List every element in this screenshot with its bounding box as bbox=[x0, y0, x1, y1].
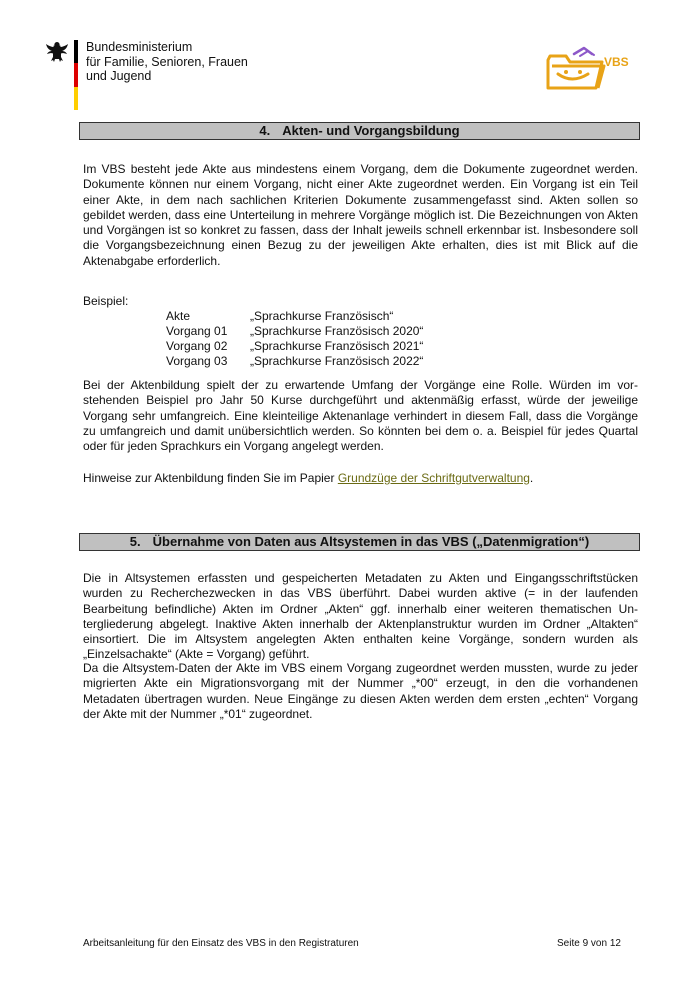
example-label: Beispiel: bbox=[83, 294, 129, 308]
ministry-line-1: Bundesministerium bbox=[86, 40, 193, 54]
footer-page-number: Seite 9 von 12 bbox=[557, 938, 621, 949]
example-value: „Sprachkurse Französisch 2021“ bbox=[250, 339, 424, 353]
example-key: Vorgang 03 bbox=[166, 354, 228, 368]
example-row bbox=[166, 354, 423, 368]
section-4-number: 4. bbox=[259, 123, 271, 138]
flag-stripe-red bbox=[74, 63, 78, 86]
section-4-paragraph-1: Im VBS besteht jede Akte aus mindestens einem Vorgang, dem die Dokumente zugeordnet werden. Dokumente können nur einem Vorgang, nicht einer Akte zugeordnet werden. Ein Vorgang ist ein Teil einer Akte, in dem nach sachlichen Kriterien Dokumente zusammengefasst sind. Akten sollen so gebildet werden, dass eine Unterteilung in mehrere Vorgänge möglich ist. Die Bezeichnungen von Akten und Vorgängen ist so konkret zu fassen, dass der Inhalt jeweils schnell erkennbar ist. Insbesondere soll die Vorgangsbezeichnung einen Bezug zu der jeweiligen Akte erhalten, dies ist mit Blick auf die Aktenabgabe erforderlich. bbox=[83, 162, 638, 268]
section-4-hint bbox=[83, 471, 638, 486]
example-row bbox=[166, 339, 423, 353]
example-key: Vorgang 02 bbox=[166, 339, 228, 353]
vbs-logo-text: VBS bbox=[604, 55, 629, 69]
footer-document-title: Arbeitsanleitung für den Einsatz des VBS in den Registraturen bbox=[83, 938, 359, 949]
section-5-paragraph-1: Die in Altsystemen erfassten und gespeicherten Metadaten zu Akten und Eingangsschriftstücken wurden zu Recherchezwecken in das VBS überführt. Dabei wurden aktive (= in der laufenden Bearbeitung befindliche) Akten im Ordner „Akten“ ggf. innerhalb einer weiteren thematischen Untergliederung abgelegt. Inaktive Akten innerhalb der Aktenplanstruktur wurden im Ordner „Altakten“ einsortiert. Die im Altsystem angelegten Akten enthalten keine Vorgänge, sondern wurden als „Einzelsachakte“ (Akte = Vorgang) geführt. bbox=[83, 571, 638, 662]
example-key: Akte bbox=[166, 309, 191, 323]
example-key: Vorgang 01 bbox=[166, 324, 228, 338]
example-value: „Sprachkurse Französisch 2022“ bbox=[250, 354, 424, 368]
flag-stripe-black bbox=[74, 40, 78, 63]
hint-prefix: Hinweise zur Aktenbildung finden Sie im Papier bbox=[83, 471, 338, 485]
german-flag-stripe bbox=[74, 40, 78, 110]
section-4-paragraph-2: Bei der Aktenbildung spielt der zu erwartende Umfang der Vorgänge eine Rolle. Würden im vorstehenden Beispiel pro Jahr 50 Kurse durchgeführt und aktenmäßig erfasst, würde der jeweilige Vorgang sehr umfangreich. Eine kleinteilige Aktenanlage verhindert in diesem Fall, dass die Vorgänge zu umfangreich und damit unübersichtlich werden. So könnten bei dem o. a. Beispiel für jedes Quartal oder für jeden Sprachkurs ein Vorgang angelegt werden. bbox=[83, 378, 638, 454]
section-5-title: Übernahme von Daten aus Altsystemen in das VBS („Datenmigration“) bbox=[152, 534, 590, 549]
example-value: „Sprachkurse Französisch 2020“ bbox=[250, 324, 424, 338]
section-4-title: Akten- und Vorgangsbildung bbox=[282, 123, 460, 138]
hint-suffix: . bbox=[529, 471, 534, 485]
federal-eagle-icon bbox=[44, 40, 70, 66]
vbs-logo bbox=[544, 42, 636, 94]
schriftgutverwaltung-link[interactable]: Grundzüge der Schriftgutverwaltung bbox=[337, 471, 530, 485]
section-5-heading bbox=[79, 533, 640, 551]
ministry-name bbox=[86, 40, 248, 84]
section-4-heading bbox=[79, 122, 640, 140]
section-5-number: 5. bbox=[129, 534, 141, 549]
ministry-line-3: und Jugend bbox=[86, 69, 152, 83]
flag-stripe-gold bbox=[74, 87, 78, 110]
example-row bbox=[166, 324, 423, 338]
example-value: „Sprachkurse Französisch“ bbox=[250, 309, 394, 323]
ministry-line-2: für Familie, Senioren, Frauen bbox=[86, 54, 248, 69]
section-5-paragraph-2: Da die Altsystem-Daten der Akte im VBS einem Vorgang zugeordnet werden mussten, wurde zu jeder migrierten Akte ein Migrationsvorgang mit der Nummer „*00“ erzeugt, in den die vorhandenen Metadaten übertragen wurden. Neue Eingänge zu diesen Akten werden dem ersten „echten“ Vorgang der Akte mit der Nummer „*01“ zugeordnet. bbox=[83, 661, 638, 721]
example-row bbox=[166, 309, 393, 323]
